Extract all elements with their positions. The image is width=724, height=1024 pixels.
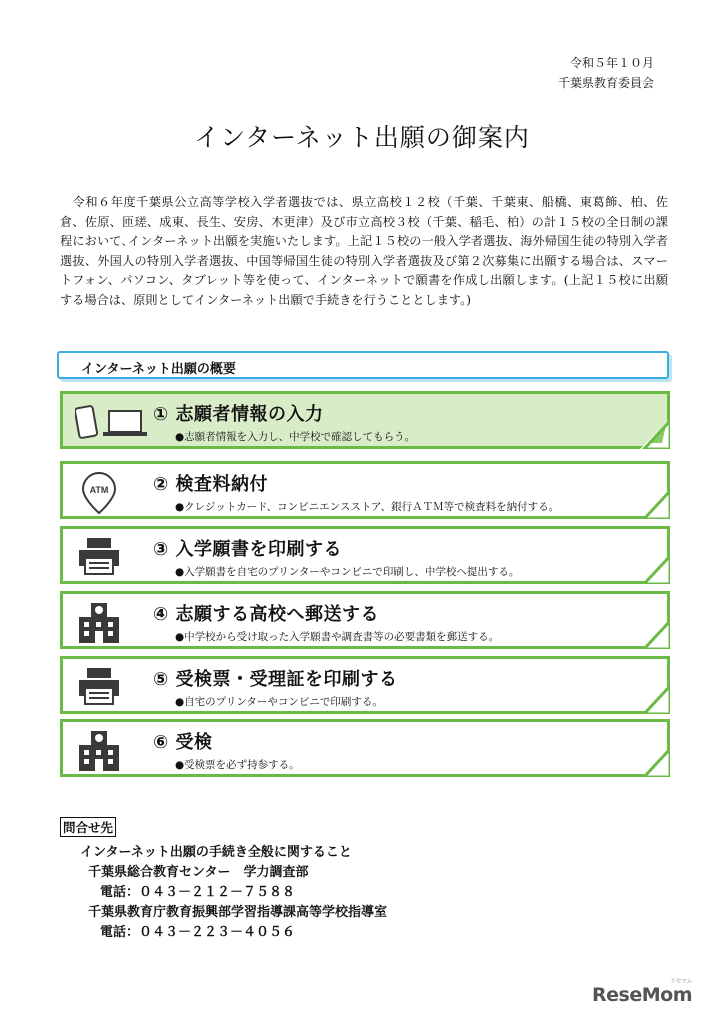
intro-paragraph: 令和６年度千葉県公立高等学校入学者選抜では、県立高校１２校（千葉、千葉東、船橋、東葛飾、柏、佐倉、佐原、匝瑳、成東、長生、安房、木更津）及び市立高校３校（千葉、稲毛、柏）の計１５校の全日制の課程において､インターネット出願を実施いたします。上記１５校の一般入学者選抜、海外帰国生徒の特別入学者選抜、外国人の特別入学者選抜、中国等帰国生徒の特別入学者選抜及び第２次募集に出願する場合は、スマートフォン、パソコン、タブレット等を使って、インターネットで願書を作成し出願します。(上記１５校に出願する場合は、原則としてインターネット出願で手続きを行うこととします。) (60, 195, 668, 307)
step-4-title: ④ 志願する高校へ郵送する (153, 604, 380, 625)
logo-text: ReseMom (592, 984, 692, 1006)
fold-corner-icon (640, 619, 670, 649)
step-5-print-exam-ticket (60, 656, 670, 714)
step-2-pay-fee (60, 461, 670, 519)
step-1-title: ① 志願者情報の入力 (153, 404, 324, 425)
overview-heading: インターネット出願の概要 (81, 362, 236, 377)
fold-corner-icon (640, 554, 670, 584)
contact-org-2: 千葉県教育庁教育振興部学習指導課高等学校指導室 (88, 905, 388, 920)
step-4-mail-to-school (60, 591, 670, 649)
overview-heading-box (57, 351, 669, 379)
school-icon (75, 601, 153, 641)
contact-tel-1: 電話：０４３－２１２－７５８８ (100, 885, 296, 900)
step-1-desc: ●志願者情報を入力し、中学校で確認してもらう。 (175, 431, 416, 443)
school-icon (75, 729, 153, 769)
page-title: インターネット出願の御案内 (194, 123, 530, 152)
contact-subject: インターネット出願の手続き全般に関すること (80, 845, 352, 860)
step-5-desc: ●自宅のプリンターやコンビニで印刷する。 (175, 696, 383, 708)
printer-icon (75, 536, 153, 576)
resemom-logo (592, 978, 692, 1006)
fold-corner-icon (640, 489, 670, 519)
issue-date: 令和５年１０月 (569, 56, 654, 70)
step-4-desc: ●中学校から受け取った入学願書や調査書等の必要書類を郵送する。 (175, 631, 500, 643)
step-6-desc: ●受検票を必ず持参する。 (175, 759, 300, 771)
atm-icon (75, 471, 153, 511)
fold-corner-icon (640, 684, 670, 714)
date-block (558, 53, 654, 93)
step-3-title: ③ 入学願書を印刷する (153, 539, 343, 560)
logo-kana: リセマム (670, 978, 692, 985)
step-3-desc: ●入学願書を自宅のプリンターやコンビニで印刷し、中学校へ提出する。 (175, 566, 520, 578)
step-6-take-exam (60, 719, 670, 777)
issuer: 千葉県教育委員会 (557, 76, 654, 90)
contact-tel-2: 電話：０４３－２２３－４０５６ (100, 925, 296, 940)
step-3-print-application (60, 526, 670, 584)
atm-icon-text: ATM (89, 485, 109, 495)
step-2-title: ② 検査料納付 (153, 474, 269, 495)
devices-icon (75, 401, 153, 441)
printer-icon (75, 666, 153, 706)
contact-label: 問合せ先 (60, 817, 116, 837)
fold-corner-icon (640, 747, 670, 777)
step-6-title: ⑥ 受検 (153, 732, 213, 753)
step-2-desc: ●クレジットカード、コンビニエンスストア、銀行ＡＴＭ等で検査料を納付する。 (175, 501, 560, 513)
step-5-title: ⑤ 受検票・受理証を印刷する (153, 669, 398, 690)
fold-corner-icon (640, 419, 670, 449)
contact-section (60, 817, 388, 940)
step-1-input-applicant-info (60, 391, 670, 449)
contact-org-1: 千葉県総合教育センター 学力調査部 (88, 865, 309, 880)
